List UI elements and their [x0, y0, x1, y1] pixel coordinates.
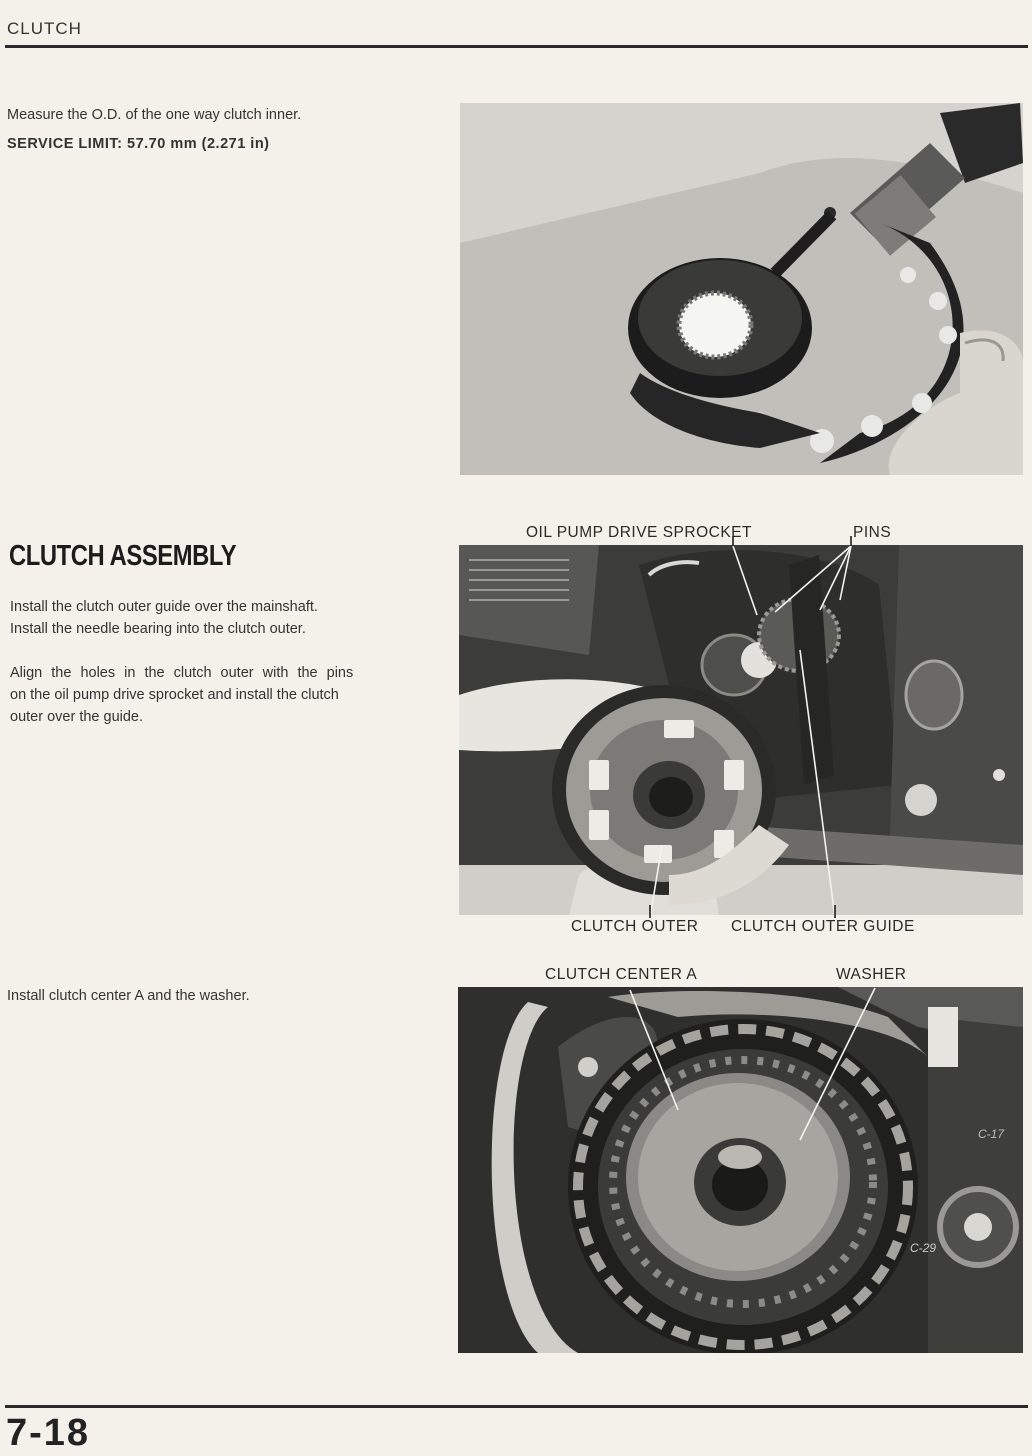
photo-mark-2: C-29 [910, 1241, 937, 1255]
step-align-holes-line2: on the oil pump drive sprocket and install the clutch [10, 687, 339, 703]
service-limit: SERVICE LIMIT: 57.70 mm (2.271 in) [7, 136, 270, 152]
callout-clutch-outer: CLUTCH OUTER [571, 918, 699, 935]
micrometer-photo [460, 103, 1023, 475]
clutch-center-photo [458, 987, 1023, 1353]
step-install-needle-bearing: Install the needle bearing into the clutch outer. [10, 621, 306, 637]
callout-oil-pump-drive-sprocket: OIL PUMP DRIVE SPROCKET [526, 524, 752, 541]
section-title-clutch-assembly: CLUTCH ASSEMBLY [9, 540, 237, 572]
measure-instruction: Measure the O.D. of the one way clutch inner. [7, 107, 302, 123]
step-install-clutch-center-a: Install clutch center A and the washer. [7, 988, 250, 1004]
step-install-outer-guide: Install the clutch outer guide over the mainshaft. [10, 599, 318, 615]
callout-clutch-center-a: CLUTCH CENTER A [545, 966, 698, 983]
photo-mark-1: C-17 [978, 1127, 1005, 1141]
footer-rule [5, 1405, 1028, 1408]
header-rule [5, 45, 1028, 48]
page-number: 7-18 [6, 1412, 91, 1454]
callout-washer: WASHER [836, 966, 907, 983]
step-align-holes-line3: outer over the guide. [10, 709, 144, 725]
clutch-outer-photo [459, 545, 1023, 915]
section-header: CLUTCH [7, 19, 82, 38]
step-align-holes-line1: Align the holes in the clutch outer with the pins [10, 665, 354, 681]
callout-clutch-outer-guide: CLUTCH OUTER GUIDE [731, 918, 915, 935]
callout-pins: PINS [853, 524, 892, 541]
